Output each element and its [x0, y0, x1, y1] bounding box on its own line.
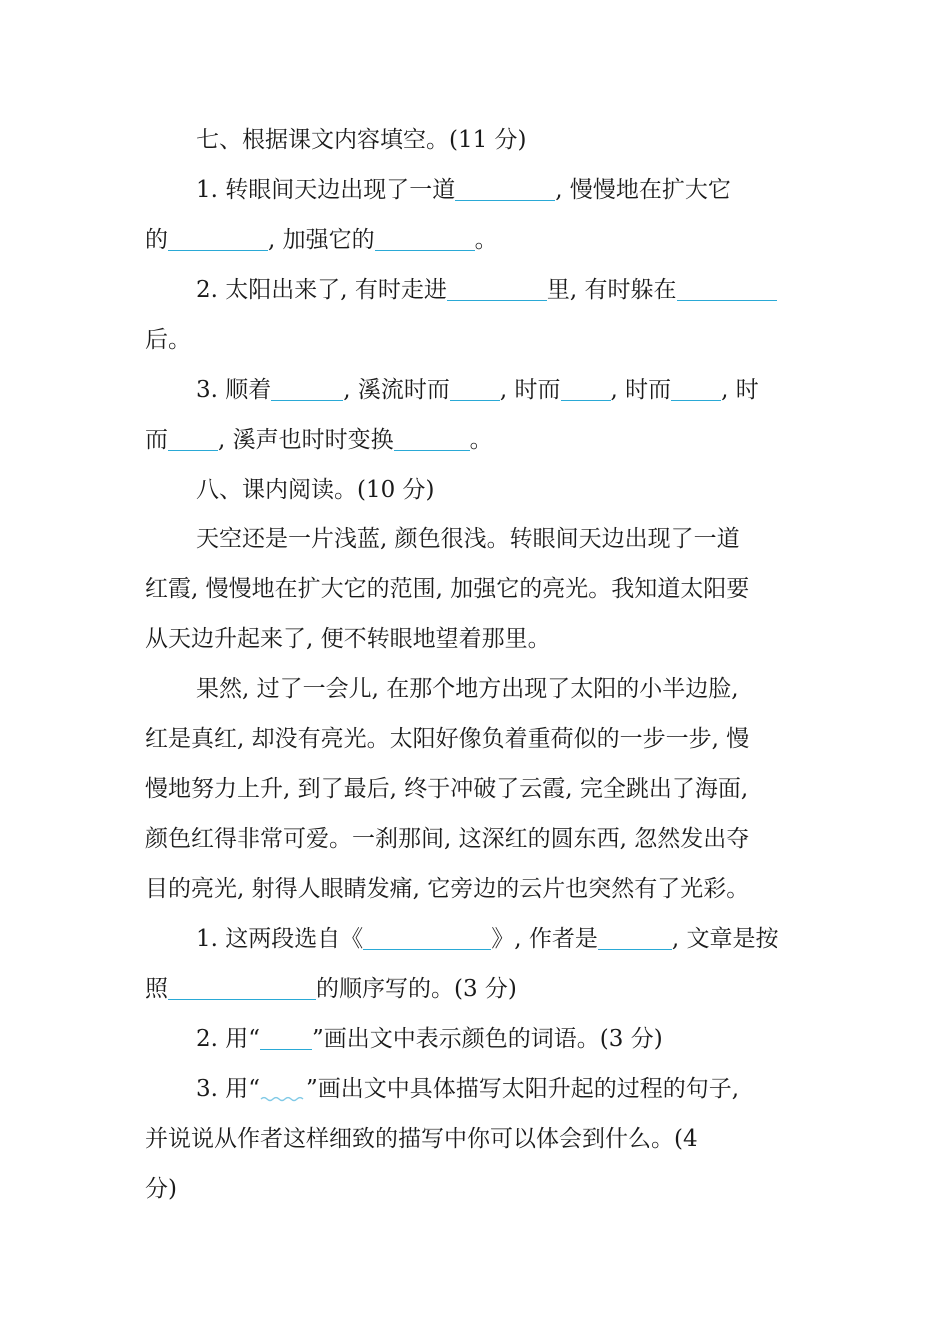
- passage-line: 红是真红, 却没有亮光。太阳好像负着重荷似的一步一步, 慢: [145, 726, 750, 752]
- fill-blank[interactable]: [168, 977, 316, 1000]
- section8-q3-line3: 分): [145, 1176, 177, 1202]
- section8-q1-line1: 1. 这两段选自《 》, 作者是 , 文章是按: [196, 926, 779, 952]
- fill-blank[interactable]: [363, 927, 491, 950]
- passage-line: 天空还是一片浅蓝, 颜色很浅。转眼间天边出现了一道: [196, 526, 740, 552]
- section8-q2: 2. 用“ ”画出文中表示颜色的词语。(3 分): [196, 1026, 663, 1052]
- section7-q1-line1: 1. 转眼间天边出现了一道 , 慢慢地在扩大它: [196, 177, 731, 203]
- section8-heading: 八、课内阅读。(10 分): [196, 477, 435, 503]
- wavy-line-sample: [260, 1078, 306, 1100]
- section7-q2-line1: 2. 太阳出来了, 有时走进 里, 有时躲在: [196, 275, 876, 305]
- passage-line: 红霞, 慢慢地在扩大它的范围, 加强它的亮光。我知道太阳要: [145, 576, 750, 602]
- section7-q1-line2: 的 , 加强它的 。: [145, 227, 498, 253]
- section8-q3-line1: 3. 用“ ”画出文中具体描写太阳升起的过程的句子,: [196, 1076, 740, 1102]
- fill-blank[interactable]: [271, 378, 343, 401]
- fill-blank[interactable]: [677, 278, 777, 301]
- section8-q1-line2: 照 的顺序写的。(3 分): [145, 976, 517, 1002]
- fill-blank[interactable]: [394, 428, 470, 451]
- section8-q3-line2: 并说说从作者这样细致的描写中你可以体会到什么。(4: [145, 1126, 698, 1152]
- section7-q3-line2: 而 , 溪声也时时变换 。: [145, 427, 493, 453]
- fill-blank[interactable]: [168, 228, 268, 251]
- fill-blank[interactable]: [671, 378, 721, 401]
- section7-q3-line1: 3. 顺着 , 溪流时而 , 时而 , 时而 , 时: [196, 377, 759, 403]
- fill-blank[interactable]: [455, 178, 555, 201]
- passage-line: 果然, 过了一会儿, 在那个地方出现了太阳的小半边脸,: [196, 676, 739, 702]
- underline-sample: [260, 1027, 312, 1050]
- passage-line: 颜色红得非常可爱。一刹那间, 这深红的圆东西, 忽然发出夺: [145, 826, 750, 852]
- fill-blank[interactable]: [168, 428, 218, 451]
- fill-blank[interactable]: [375, 228, 475, 251]
- fill-blank[interactable]: [450, 378, 500, 401]
- fill-blank[interactable]: [447, 278, 547, 301]
- section7-q2-line2: 后。: [145, 327, 191, 353]
- passage-line: 从天边升起来了, 便不转眼地望着那里。: [145, 626, 551, 652]
- passage-line: 目的亮光, 射得人眼睛发痛, 它旁边的云片也突然有了光彩。: [145, 876, 750, 902]
- fill-blank[interactable]: [598, 927, 672, 950]
- passage-line: 慢地努力上升, 到了最后, 终于冲破了云霞, 完全跳出了海面,: [145, 776, 749, 802]
- section7-heading: 七、根据课文内容填空。(11 分): [196, 127, 527, 153]
- fill-blank[interactable]: [561, 378, 611, 401]
